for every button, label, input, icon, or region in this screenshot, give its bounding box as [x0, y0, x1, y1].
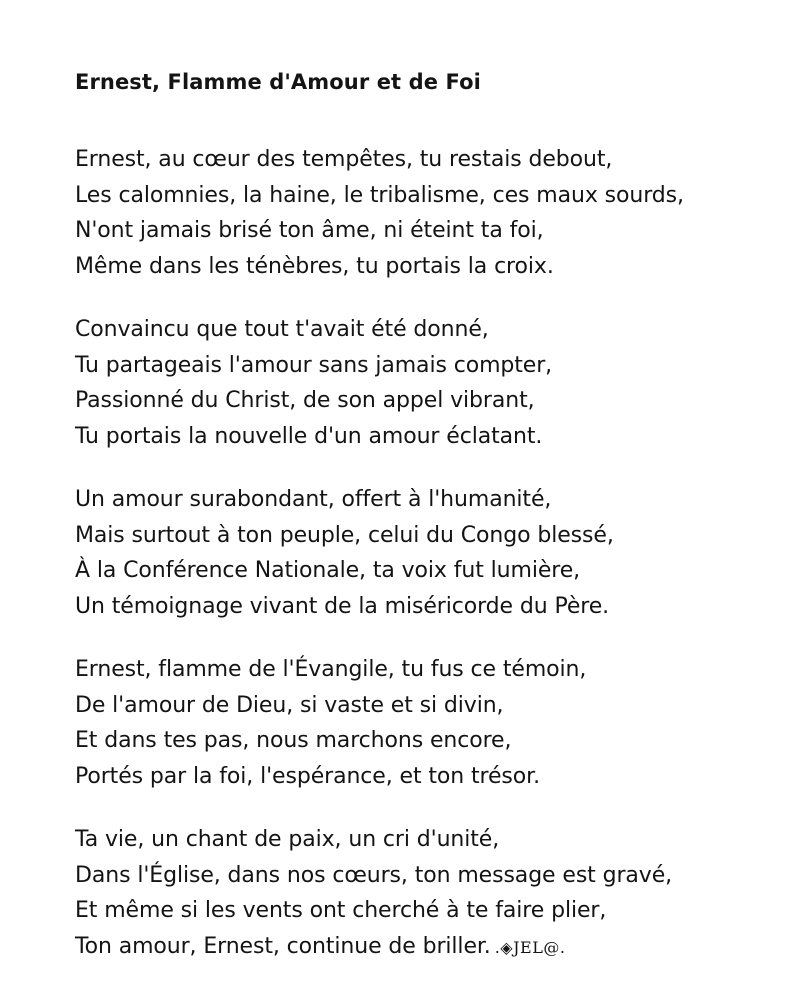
verse-line: Et dans tes pas, nous marchons encore,: [75, 728, 512, 753]
stanza-3: [75, 482, 614, 624]
stanza-5: [75, 822, 672, 965]
verse-line: Ernest, flamme de l'Évangile, tu fus ce témoin,: [75, 657, 587, 682]
stanza-2: [75, 312, 552, 454]
verse-line: Passionné du Christ, de son appel vibrant,: [75, 388, 535, 413]
verse-line: Un amour surabondant, offert à l'humanité,: [75, 487, 552, 512]
verse-line: Tu partageais l'amour sans jamais compter,: [75, 352, 553, 378]
verse-line: De l'amour de Dieu, si vaste et si divin,: [75, 692, 504, 718]
verse-line: Et même si les vents ont cherché à te faire plier,: [75, 898, 607, 923]
stanza-4: [75, 652, 586, 794]
verse-line: N'ont jamais brisé ton âme, ni éteint ta foi,: [75, 218, 544, 243]
verse-line: Tu portais la nouvelle d'un amour éclatant.: [75, 423, 543, 449]
verse-line: Mais surtout à ton peuple, celui du Congo blessé,: [75, 522, 614, 548]
verse-line: Portés par la foi, l'espérance, et ton trésor.: [75, 763, 540, 789]
verse-line: Dans l'Église, dans nos cœurs, ton message est gravé,: [75, 862, 673, 888]
verse-line: Les calomnies, la haine, le tribalisme, ces maux sourds,: [75, 182, 684, 208]
verse-line: Même dans les ténèbres, tu portais la croix.: [75, 253, 554, 279]
author-signature: .◈JEL@.: [494, 937, 566, 957]
verse-line: Un témoignage vivant de la miséricorde du Père.: [75, 593, 610, 619]
verse-line: Ernest, au cœur des tempêtes, tu restais debout,: [75, 147, 613, 172]
stanza-1: [75, 142, 684, 284]
verse-line: À la Conférence Nationale, ta voix fut lumière,: [75, 558, 581, 583]
verse-line-text: Ton amour, Ernest, continue de briller.: [75, 933, 491, 959]
verse-line: Convaincu que tout t'avait été donné,: [75, 317, 489, 342]
verse-line-final: [75, 929, 672, 966]
poem-title: Ernest, Flamme d'Amour et de Foi: [75, 70, 481, 94]
verse-line: Ta vie, un chant de paix, un cri d'unité,: [75, 827, 500, 852]
